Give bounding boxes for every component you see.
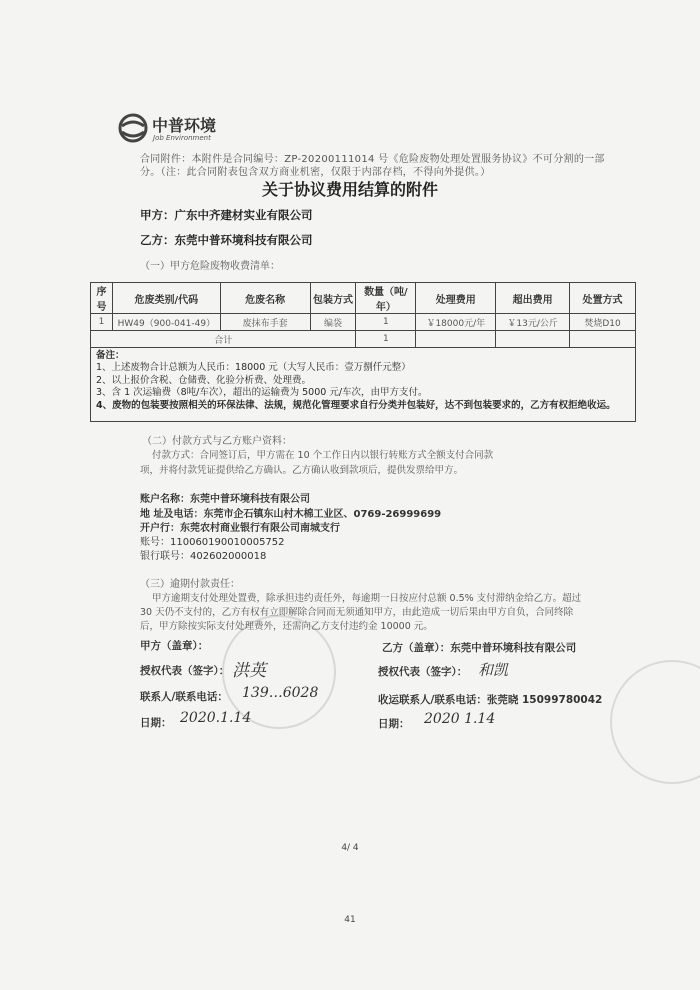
company-seal-b [610,660,700,784]
table-cell: 废抹布手套 [220,314,310,331]
remarks-box [90,348,636,422]
payment-terms-line-1: 付款方式：合同签订后，甲方需在 10 个工作日内以银行转账方式全额支付合同款 [152,450,494,461]
header-cell: 处置方式 [570,283,636,314]
table-cell: ￥13元/公斤 [496,314,570,331]
section-1-heading: （一）甲方危险废物收费清单： [140,261,280,272]
table-cell [496,331,570,348]
party-a: 甲方：广东中齐建材实业有限公司 [140,208,313,222]
brand-name: 中普环境 [152,116,217,135]
table-cell: 1 [356,314,416,331]
document-title: 关于协议费用结算的附件 [261,180,438,199]
remark-item: 3、含 1 次运输费（8吨/车次），超出的运输费为 5000 元/车次，由甲方支付。 [96,387,428,399]
party-b-seal-label: 乙方（盖章）：东莞中普环境科技有限公司 [382,642,577,654]
account-name: 账户名称：东莞中普环境科技有限公司 [140,494,310,505]
party-a-date-label: 日期： [140,717,172,729]
party-b: 乙方：东莞中普环境科技有限公司 [140,233,313,247]
header-cell: 处理费用 [416,283,496,314]
page-indicator: 4/ 4 [341,843,359,853]
attachment-note-line-2: 分。（注：此合同附表包含双方商业机密，仅限于内部存档，不得向外提供。） [140,167,491,178]
table-cell: HW49（900-041-49） [112,314,220,331]
penalty-line-2: 30 天仍不支付的，乙方有权有立即解除合同而无须通知甲方，由此造成一切后果由甲方自负，合同终除 [140,607,574,618]
account-bank-code: 银行联号：402602000018 [140,551,267,562]
remark-item: 1、上述废物合计总额为人民币：18000 元（大写人民币：壹万捌仟元整） [96,362,411,374]
page-number: 41 [344,915,356,925]
header-cell: 序号 [91,283,113,314]
account-address: 地 址及电话：东莞市企石镇东山村木棉工业区、0769-26999699 [140,509,442,520]
table-cell: ￥18000元/年 [416,314,496,331]
remark-item: 4、废物的包装要按照相关的环保法律、法规，规范化管理要求自行分类并包装好，达不到包装要求的，乙方有权拒绝收运。 [96,399,616,411]
payment-terms-line-2: 项，并将付款凭证提供给乙方确认。乙方确认收到款项后，提供发票给甲方。 [140,465,464,476]
party-b-date-label: 日期： [378,718,410,730]
party-b-date-value: 2020 1.14 [424,711,496,727]
section-2-heading: （二）付款方式与乙方账户资料： [142,436,292,447]
penalty-line-3: 后，甲方除按实际支付处理费外，还需向乙方支付违约金 10000 元。 [140,621,433,632]
party-a-date-value: 2020.1.14 [180,710,252,726]
header-cell: 超出费用 [496,283,570,314]
header-cell: 数量（吨/年） [356,283,416,314]
table-cell: 1 [91,314,113,331]
attachment-note-line-1: 合同附件：本附件是合同编号：ZP-20200111014 号《危险废物处理处置服务协议》不可分割的一部 [140,154,605,165]
party-a-contact-signature: 139…6028 [242,685,319,701]
table-cell: 编袋 [310,314,356,331]
party-a-seal-label: 甲方（盖章）： [140,640,209,652]
party-b-rep-signature: 和凯 [478,661,509,679]
section-3-heading: （三）逾期付款责任： [140,579,240,590]
header-cell: 危废名称 [220,283,310,314]
remarks-heading: 备注： [96,350,125,361]
brand-english: Job Environment [153,134,211,142]
party-a-rep-signature: 洪英 [232,661,266,681]
party-b-contact: 收运联系人/联系电话：张莞晓 15099780042 [378,694,603,706]
party-a-contact-label: 联系人/联系电话： [140,691,228,703]
remark-item: 2、以上报价含税、仓储费、化验分析费、处理费。 [96,374,312,386]
table-header-row [91,283,636,314]
table-cell: 焚烧D10 [570,314,636,331]
account-number: 账号：110060190010005752 [140,537,285,548]
table-cell [416,331,496,348]
account-bank: 开户行：东莞农村商业银行有限公司南城支行 [140,523,340,534]
table-cell [570,331,636,348]
penalty-line-1: 甲方逾期支付处理处置费，除承担违约责任外，每逾期一日按应付总额 0.5% 支付滞纳金给乙方。超过 [152,593,582,604]
total-quantity: 1 [356,331,416,348]
header-cell: 危废类别/代码 [112,283,220,314]
table-row [91,314,636,331]
party-b-rep-label: 授权代表（签字）： [378,666,468,678]
party-a-rep-label: 授权代表（签字）： [140,665,230,677]
header-cell: 包装方式 [310,283,356,314]
table-total-row [91,331,636,348]
fee-table [90,282,636,348]
total-label: 合计 [91,331,356,348]
